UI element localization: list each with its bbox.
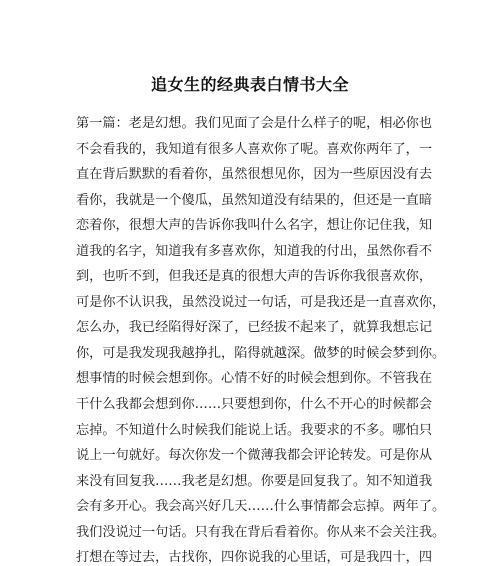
- body-line: 可是你不认识我，虽然没说过一句话，可是我还是一直喜欢你，: [76, 294, 446, 310]
- body-line: 忘掉。不知道什么时候我们能说上话。我要求的不多。哪怕只: [76, 422, 433, 438]
- body-line: 怎么办，我已经陷得好深了，已经拔不起来了，就算我想忘记: [76, 320, 433, 336]
- body-line: 不会看我的，我知道有很多人喜欢你了呢。喜欢你两年了，一: [76, 141, 433, 157]
- body-line: 第一篇：老是幻想。我们见面了会是什么样子的呢，相必你也: [76, 116, 433, 131]
- body-line: 直在背后默默的看着你，虽然很想见你，因为一些原因没有去: [76, 167, 433, 183]
- body-line: 会有多开心。我会高兴好几天……什么事情都会忘掉。两年了。: [76, 499, 446, 515]
- document-body: [76, 111, 446, 566]
- document-title: 追女生的经典表白情书大全: [150, 75, 349, 94]
- body-line: 道我的名字，知道我有多喜欢你，知道我的付出，虽然你看不: [76, 243, 433, 259]
- body-line: 来没有回复我……我老是幻想。你要是回复我了。知不知道我: [76, 473, 433, 489]
- body-line: 想事情的时候会想到你。心情不好的时候会想到你。不管我在: [76, 371, 433, 387]
- body-line: 你，可是我发现我越挣扎，陷得就越深。做梦的时候会梦到你。: [76, 345, 446, 361]
- body-line: 我们没说过一句话。只有我在背后看着你。你从来不会关注我。: [76, 524, 446, 540]
- body-line: 打想在等过去，古找你，四你说我的心里话，可是我四十，四: [76, 550, 433, 566]
- body-line: 到，也听不到，但我还是真的很想大声的告诉你我很喜欢你，: [76, 269, 433, 285]
- body-line: 看你，我就是一个傻瓜，虽然知道没有结果的，但还是一直暗: [76, 192, 433, 208]
- body-line: 干什么我都会想到你……只要想到你，什么不开心的时候都会: [76, 397, 433, 413]
- body-line: 恋着你，很想大声的告诉你我叫什么名字，想让你记住我，知: [76, 218, 433, 234]
- body-line: 说上一句就好。每次你发一个微薄我都会评论转发。可是你从: [76, 448, 433, 464]
